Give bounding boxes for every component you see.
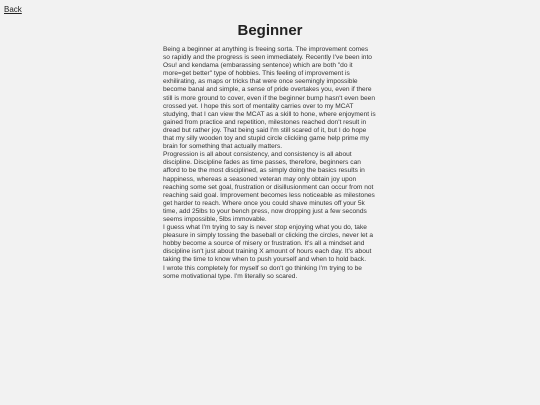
article-body [163,46,376,281]
article-paragraph: I guess what I'm trying to say is never stop enjoying what you do, take pleasure in simply tossing the baseball or clicking the circles, never let a hobby become a source of misery or frustration. It's all a mindset and discipline isn't just about training X amount of hours each day. It's about taking the time to know when to push yourself and when to hold back. [163,224,374,264]
article-paragraph: Being a beginner at anything is freeing sorta. The improvement comes so rapidly and the progress is seen immediately. Recently I've been into Osu! and kendama (embarassing sentence) which are both "do it more=get better" type of hobbies. This feeling of improvement is exhilirating, as maps or tricks that were once seemingly impossible become banal and simple, a sense of pride overtakes you, even if there still is more ground to cover, even if the beginner bump hasn't even been crossed yet. I hope this sort of mentality carries over to my MCAT studying, that I can view the MCAT as a skill to hone, where enjoyment is gained from practice and repetition, milestones reached don't result in dread but rather joy. That being said I'm still scared of it, but I do hope that my silly wooden toy and stupid circle clickiing game help prime my brain for something that actually matters. [163,46,376,151]
back-link[interactable]: Back [4,5,22,14]
page-title: Beginner [237,22,303,39]
article-paragraph: Progression is all about consistency, and consistency is all about discipline. Discipline fades as time passes, therefore, beginners can afford to be the most disciplined, as simply doing the basics results in happiness, whereas a seasoned veteran may only obtain joy upon reaching some set goal, frustration or disillusionment can occur from not reaching said goal. Improvement becomes less noticeable as milestones get harder to reach. Where once you could shave minutes off your 5k time, add 25lbs to your bench press, now dropping just a few seconds seems impossible, 5lbs immovable. [163,151,375,223]
article-paragraph: I wrote this completely for myself so don't go thinking I'm trying to be some motivational type. I'm literally so scared. [163,264,362,280]
